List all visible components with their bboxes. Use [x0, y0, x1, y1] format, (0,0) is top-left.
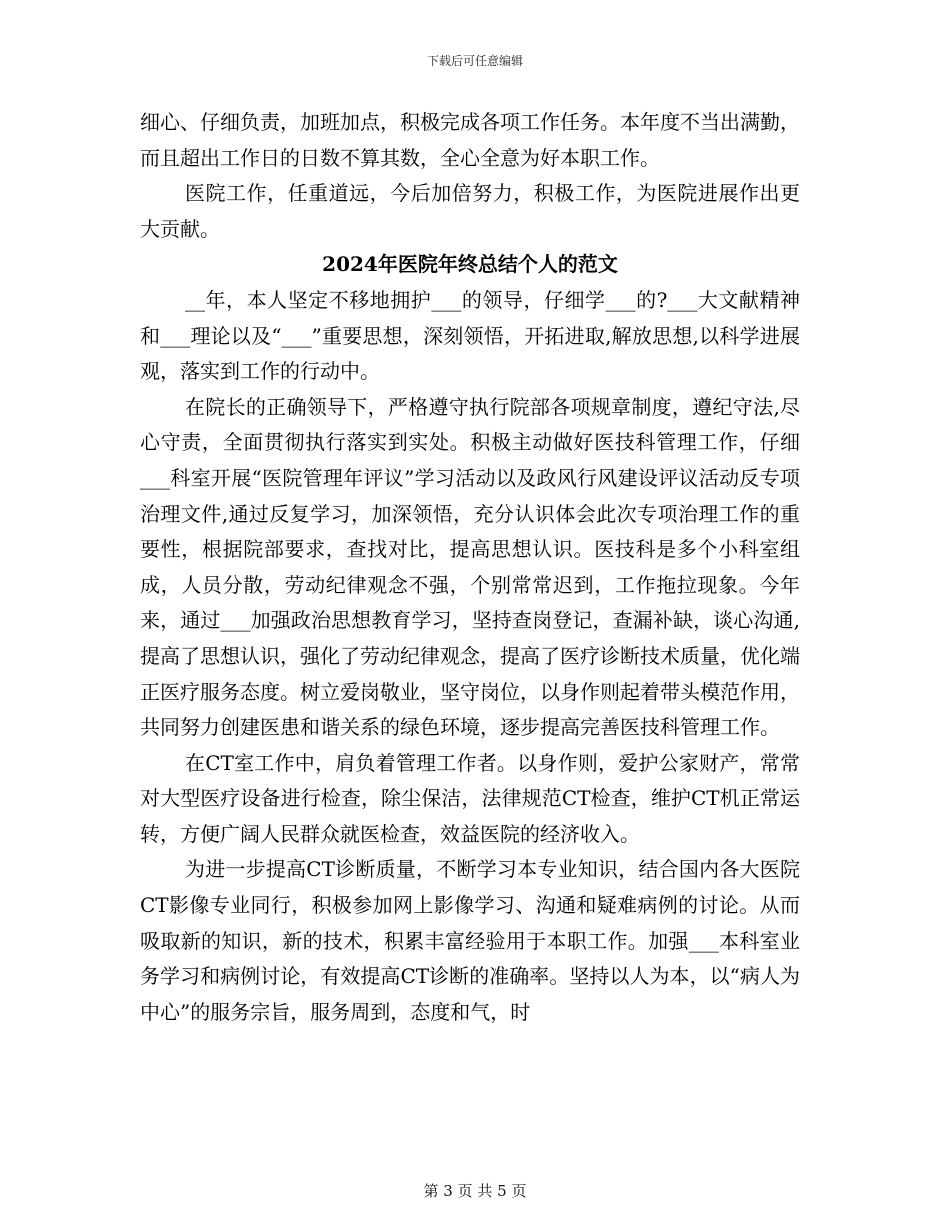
paragraph-closing: 医院工作，任重道远，今后加倍努力，积极工作，为医院进展作出更大贡献。 — [140, 181, 800, 241]
paragraph-continuation: 细心、仔细负责，加班加点，积极完成各项工作任务。本年度不当出满勤，而且超出工作日的日数不算其数，全心全意为好本职工作。 — [140, 110, 800, 170]
document-title: 2024年医院年终总结个人的范文 — [322, 252, 618, 277]
document-body — [140, 105, 800, 1030]
page-header-note: 下载后可任意编辑 — [426, 54, 523, 68]
paragraph-intro: __年，本人坚定不移地拥护___的领导，仔细学___的?___大文献精神和___理论以及“___”重要思想，深刻领悟，开拓进取,解放思想,以科学进展观，落实到工作的行动中。 — [140, 287, 800, 384]
paragraph-management: 在院长的正确领导下，严格遵守执行院部各项规章制度，遵纪守法,尽心守责，全面贯彻执行落实到实处。积极主动做好医技科管理工作，仔细___科室开展“医院管理年评议”学习活动以及政风行风建设评议活动反专项治理文件,通过反复学习，加深领悟，充分认识体会此次专项治理工作的重要性，根据院部要求，查找对比，提高思想认识。医技科是多个小科室组成，人员分散，劳动纪律观念不强，个别常常迟到，工作拖拉现象。今年来，通过___加强政治思想教育学习，坚持查岗登记，查漏补缺，谈心沟通,提高了思想认识，强化了劳动纪律观念，提高了医疗诊断技术质量，优化端正医疗服务态度。树立爱岗敬业，坚守岗位，以身作则起着带头模范作用，共同努力创建医患和谐关系的绿色环境，逐步提高完善医技科管理工作。 — [140, 394, 800, 740]
page-number: 第 3 页 共 5 页 — [423, 1182, 527, 1200]
paragraph-ct-quality: 为进一步提高CT诊断质量，不断学习本专业知识，结合国内各大医院CT影像专业同行，积极参加网上影像学习、沟通和疑难病例的讨论。从而吸取新的知识，新的技术，积累丰富经验用于本职工作。加强___本科室业务学习和病例讨论，有效提高CT诊断的准确率。坚持以人为本，以“病人为中心”的服务宗旨，服务周到，态度和气，时 — [140, 857, 800, 1024]
paragraph-ct-room: 在CT室工作中，肩负着管理工作者。以身作则，爱护公家财产，常常对大型医疗设备进行检查，除尘保洁，法律规范CT检查，维护CT机正常运转，方便广阔人民群众就医检查，效益医院的经济收入。 — [140, 750, 800, 846]
